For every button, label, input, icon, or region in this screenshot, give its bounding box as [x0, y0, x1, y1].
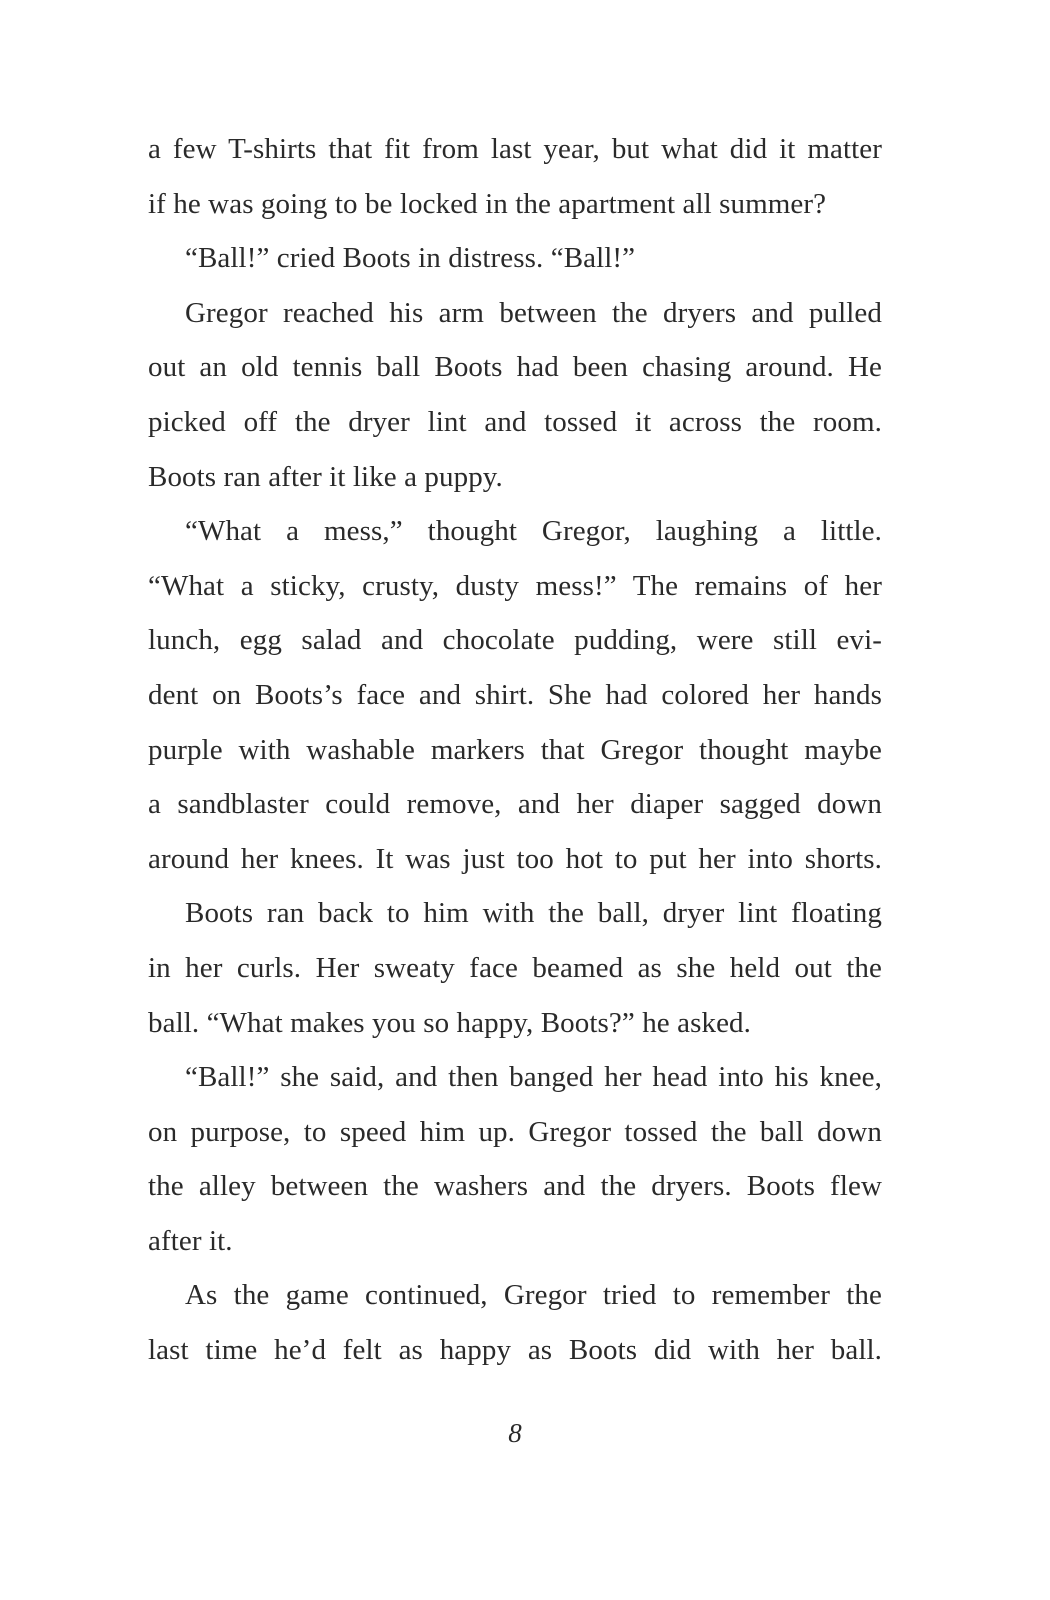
- text-line: around her knees. It was just too hot to put her into shorts.: [148, 842, 882, 875]
- text-line: picked off the dryer lint and tossed it across the room.: [148, 405, 882, 438]
- text-line: “Ball!” she said, and then banged her head into his knee,: [185, 1061, 882, 1094]
- body-text: [148, 122, 882, 1378]
- text-line: dent on Boots’s face and shirt. She had colored her hands: [148, 678, 882, 711]
- text-line: Boots ran after it like a puppy.: [148, 460, 503, 493]
- text-line: out an old tennis ball Boots had been chasing around. He: [148, 351, 882, 384]
- text-line: “What a mess,” thought Gregor, laughing a little.: [185, 515, 882, 548]
- text-line: As the game continued, Gregor tried to remember the: [185, 1279, 882, 1312]
- text-line: if he was going to be locked in the apartment all summer?: [148, 187, 827, 220]
- text-line: “Ball!” cried Boots in distress. “Ball!”: [185, 242, 636, 275]
- text-line: lunch, egg salad and chocolate pudding, were still evi-: [148, 624, 882, 657]
- text-line: Boots ran back to him with the ball, dryer lint floating: [185, 897, 882, 930]
- text-line: last time he’d felt as happy as Boots did with her ball.: [148, 1334, 882, 1367]
- text-line: a few T-shirts that fit from last year, but what did it matter: [148, 133, 882, 165]
- text-line: Gregor reached his arm between the dryers and pulled: [185, 296, 882, 329]
- text-line: a sandblaster could remove, and her diaper sagged down: [148, 788, 882, 821]
- text-line: ball. “What makes you so happy, Boots?” he asked.: [148, 1006, 751, 1039]
- text-line: the alley between the washers and the dryers. Boots flew: [148, 1170, 882, 1203]
- text-line: on purpose, to speed him up. Gregor tossed the ball down: [148, 1115, 882, 1148]
- page-number: 8: [508, 1418, 522, 1448]
- text-line: “What a sticky, crusty, dusty mess!” The remains of her: [148, 569, 882, 602]
- text-line: in her curls. Her sweaty face beamed as she held out the: [148, 951, 882, 984]
- text-line: purple with washable markers that Gregor thought maybe: [148, 733, 882, 766]
- text-line: after it.: [148, 1224, 233, 1257]
